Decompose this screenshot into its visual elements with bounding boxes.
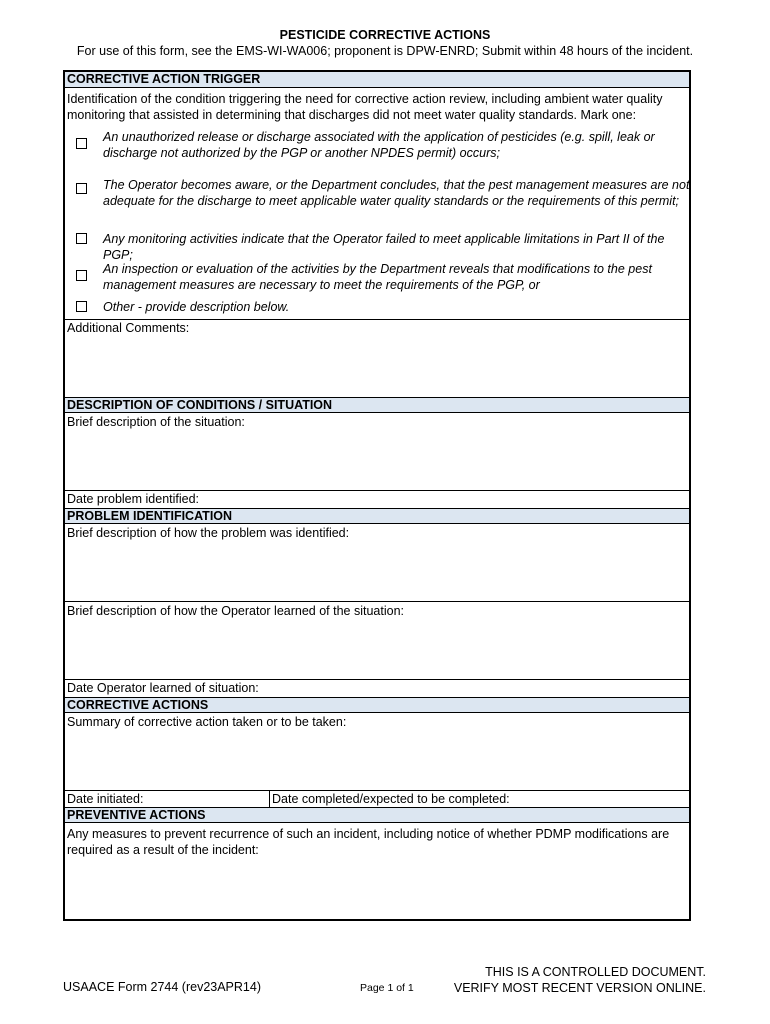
date-problem-identified-label: Date problem identified: — [67, 492, 200, 506]
form-title: PESTICIDE CORRECTIVE ACTIONS — [279, 28, 491, 42]
option-other — [103, 299, 691, 315]
option-line: management measures are necessary to meet the requirements of the PGP, or — [103, 278, 540, 292]
date-operator-learned-label: Date Operator learned of situation: — [67, 681, 259, 695]
corrective-summary-field[interactable] — [65, 732, 689, 789]
preventive-label-line2: required as a result of the incident: — [67, 843, 259, 857]
preventive-label-line1: Any measures to prevent recurrence of such an incident, including notice of whether PDMP modifications are — [67, 827, 670, 841]
form-number: USAACE Form 2744 (rev23APR14) — [63, 980, 261, 994]
option-line: Other - provide description below. — [103, 300, 290, 314]
option-monitoring-failure — [103, 231, 691, 263]
option-line: adequate for the discharge to meet applicable water quality standards or the requirements of this permit; — [103, 194, 680, 208]
problem-identified-label: Brief description of how the problem was identified: — [67, 526, 350, 540]
date-initiated-label: Date initiated: — [67, 792, 144, 806]
section-heading-problem: PROBLEM IDENTIFICATION — [65, 508, 689, 524]
corrective-summary-label: Summary of corrective action taken or to be taken: — [67, 715, 347, 729]
corrective-action-form — [63, 70, 691, 921]
section-heading-trigger: CORRECTIVE ACTION TRIGGER — [65, 72, 689, 88]
option-line: The Operator becomes aware, or the Department concludes, that the pest management measures are not — [103, 178, 690, 192]
problem-identified-field[interactable] — [65, 543, 689, 601]
option-line: An unauthorized release or discharge associated with the application of pesticides (e.g. spill, leak or — [103, 130, 655, 144]
notice-line: VERIFY MOST RECENT VERSION ONLINE. — [453, 981, 706, 995]
option-inadequate-measures — [103, 177, 691, 209]
option-line: discharge not authorized by the PGP or another NPDES permit) occurs; — [103, 146, 500, 160]
option-unauthorized-release — [103, 129, 691, 161]
form-subtitle: For use of this form, see the EMS-WI-WA006; proponent is DPW-ENRD; Submit within 48 hours of the incident. — [76, 44, 694, 58]
section-heading-description: DESCRIPTION OF CONDITIONS / SITUATION — [65, 397, 689, 413]
option-line: Any monitoring activities indicate that the Operator failed to meet applicable limitations in Part II of the PGP; — [103, 232, 665, 262]
trigger-intro-line1: Identification of the condition triggering the need for corrective action review, including ambient water quality — [67, 92, 663, 106]
option-line: An inspection or evaluation of the activities by the Department reveals that modifications to the pest — [103, 262, 652, 276]
notice-line: THIS IS A CONTROLLED DOCUMENT. — [485, 965, 706, 979]
operator-learned-field[interactable] — [65, 621, 689, 678]
checkbox-monitoring-failure[interactable] — [76, 233, 87, 244]
situation-description-field[interactable] — [65, 432, 689, 490]
checkbox-inspection-modifications[interactable] — [76, 270, 87, 281]
checkbox-inadequate-measures[interactable] — [76, 183, 87, 194]
controlled-document-notice — [454, 964, 706, 996]
divider — [65, 601, 689, 602]
page-number: Page 1 of 1 — [360, 982, 414, 994]
date-completed-label: Date completed/expected to be completed: — [272, 792, 510, 806]
divider — [269, 790, 270, 807]
additional-comments-field[interactable] — [65, 338, 689, 396]
section-heading-corrective: CORRECTIVE ACTIONS — [65, 697, 689, 713]
section-heading-preventive: PREVENTIVE ACTIONS — [65, 807, 689, 823]
preventive-actions-field[interactable] — [65, 862, 689, 917]
checkbox-unauthorized-release[interactable] — [76, 138, 87, 149]
trigger-intro-line2: monitoring that assisted in determining that discharges did not meet water quality standards. Mark one: — [67, 108, 637, 122]
operator-learned-label: Brief description of how the Operator learned of the situation: — [67, 604, 404, 618]
additional-comments-label: Additional Comments: — [67, 321, 190, 335]
situation-description-label: Brief description of the situation: — [67, 415, 245, 429]
checkbox-other[interactable] — [76, 301, 87, 312]
option-inspection-modifications — [103, 261, 691, 293]
